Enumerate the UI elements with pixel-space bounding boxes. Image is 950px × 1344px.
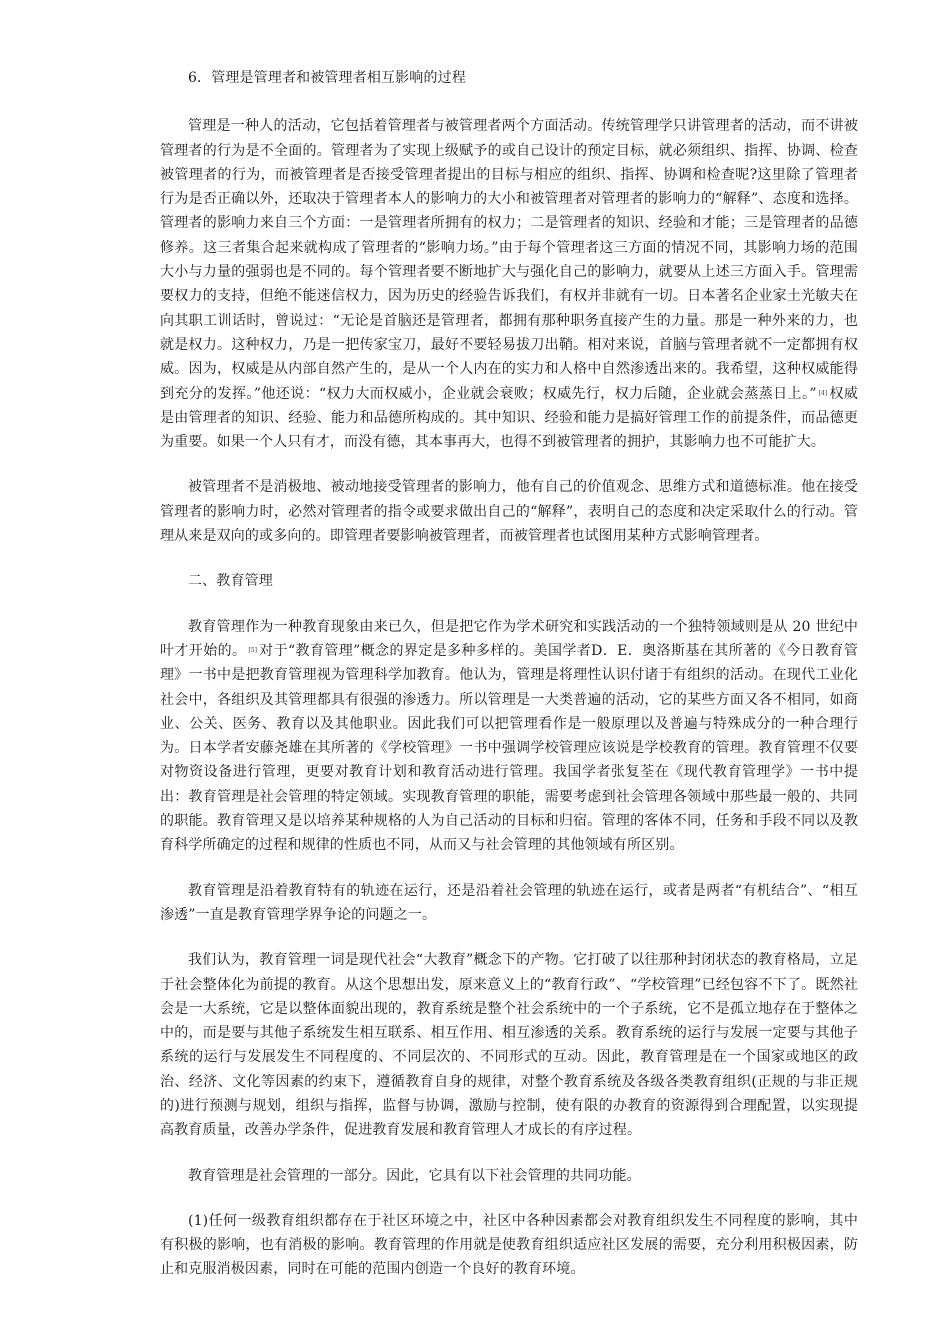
paragraph-functions: 教育管理是社会管理的一部分。因此，它具有以下社会管理的共同功能。	[188, 1167, 641, 1184]
paragraph-education-management-text: 教育管理作为一种教育现象由来已久，但是把它作为学术研究和实践活动的一个独特领域则是从 20 世纪中叶才开始的。	[160, 618, 858, 659]
section-heading-6: 6．管理是管理者和被管理者相互影响的过程	[188, 70, 466, 86]
paragraph-education-management	[160, 615, 858, 858]
paragraph-education-management-text-cont: 对于“教育管理”概念的界定是多种多样的。美国学者D．E．奥洛斯基在其所著的《今日教育管理》一书中是把教育管理视为管理科学加教育。他认为，管理是将理性认识付诸于有组织的活动。在现代工业化社会中，各组织及其管理都具有很强的渗透力。所以管理是一大类普遍的活动，它的某些方面又各不相同，如商业、公关、医务、教育以及其他职业。因此我们可以把管理看作是一般原理以及普遍与特殊成分的一种合理行为。日本学者安藤尧雄在其所著的《学校管理》一书中强调学校管理应该说是学校教育的管理。教育管理不仅要对物资设备进行管理，更要对教育计划和教育活动进行管理。我国学者张复荃在《现代教育管理学》一书中提出：教育管理是社会管理的特定领域。实现教育管理的职能，需要考虑到社会管理各领域中那些最一般的、共同的职能。教育管理又是以培养某种规格的人为自己活动的目标和归宿。管理的客体不同，任务和手段不同以及教育科学所确定的过程和规律的性质也不同，从而又与社会管理的其他领域有所区别。	[160, 642, 858, 854]
paragraph-debate: 教育管理是沿着教育特有的轨迹在运行，还是沿着社会管理的轨迹在运行，或者是两者“有机结合”、“相互渗透”一直是教育管理学界争论的问题之一。	[160, 882, 858, 923]
paragraph-influence	[160, 114, 858, 454]
section-heading-2: 二、教育管理	[188, 573, 273, 590]
paragraph-function-1: (1)任何一级教育组织都存在于社区环境之中，社区中各种因素都会对教育组织发生不同程度的影响，其中有积极的影响，也有消极的影响。教育管理的作用就是使教育组织适应社区发展的需要，充分利用积极因素，防止和克服消极因素，同时在可能的范围内创造一个良好的教育环境。	[160, 1212, 858, 1278]
footnote-marker-4[interactable]: [4]	[818, 389, 828, 397]
paragraph-influence-text-cont: 权威是由管理者的知识、经验、能力和品德所构成的。其中知识、经验和能力是搞好管理工作的前提条件，而品德更为重要。如果一个人只有才，而没有德，其本事再大，也得不到被管理者的拥护，其影响力也不可能扩大。	[160, 385, 858, 451]
footnote-marker-5[interactable]: [5]	[248, 646, 257, 654]
paragraph-big-education: 我们认为，教育管理一词是现代社会“大教育”概念下的产物。它打破了以往那种封闭状态的教育格局，立足于社会整体化为前提的教育。从这个思想出发，原来意义上的“教育行政”、“学校管理”已经包容不下了。既然社会是一大系统，它是以整体面貌出现的，教育系统是整个社会系统中的一个子系统，它不是孤立地存在于整体之中的，而是要与其他子系统发生相互联系、相互作用、相互渗透的关系。教育系统的运行与发展一定要与其他子系统的运行与发展发生不同程度的、不同层次的、不同形式的互动。因此，教育管理是在一个国家或地区的政治、经济、文化等因素的约束下，遵循教育自身的规律，对整个教育系统及各级各类教育组织(正规的与非正规的)进行预测与规划，组织与指挥，监督与协调，激励与控制，使有限的办教育的资源得到合理配置，以实现提高教育质量，改善办学条件，促进教育发展和教育管理人才成长的有序过程。	[160, 952, 858, 1139]
paragraph-managed: 被管理者不是消极地、被动地接受管理者的影响力，他有自己的价值观念、思维方式和道德标准。他在接受管理者的影响力时，必然对管理者的指令或要求做出自己的“解释”，表明自己的态度和决定采取什么的行动。管理从来是双向的或多向的。即管理者要影响被管理者，而被管理者也试图用某种方式影响管理者。	[160, 479, 858, 545]
paragraph-influence-text: 管理是一种人的活动，它包括着管理者与被管理者两个方面活动。传统管理学只讲管理者的活动，而不讲被管理者的行为是不全面的。管理者为了实现上级赋予的或自己设计的预定目标，就必须组织、指挥、协调、检查被管理者的行为，而被管理者是否接受管理者提出的目标与相应的组织、指挥、协调和检查呢?这里除了管理者行为是否正确以外，还取决于管理者本人的影响力的大小和被管理者对管理者的影响力的“解释”、态度和选择。管理者的影响力来自三个方面：一是管理者所拥有的权力；二是管理者的知识、经验和才能；三是管理者的品德修养。这三者集合起来就构成了管理者的“影响力场。”由于每个管理者这三方面的情况不同，其影响力场的范围大小与力量的强弱也是不同的。每个管理者要不断地扩大与强化自己的影响力，就要从上述三方面入手。管理需要权力的支持，但绝不能迷信权力，因为历史的经验告诉我们，有权并非就有一切。日本著名企业家土光敏夫在向其职工训话时，曾说过：“无论是首脑还是管理者，都拥有那种职务直接产生的力量。那是一种外来的力，也就是权力。这种权力，乃是一把传家宝刀，最好不要轻易拔刀出鞘。相对来说，首脑与管理者就不一定都拥有权威。因为，权威是从内部自然产生的，是从一个人内在的实力和人格中自然渗透出来的。我希望，这种权威能得到充分的发挥。”他还说：“权力大而权威小，企业就会衰败；权威先行，权力后随，企业就会蒸蒸日上。”	[160, 118, 858, 402]
